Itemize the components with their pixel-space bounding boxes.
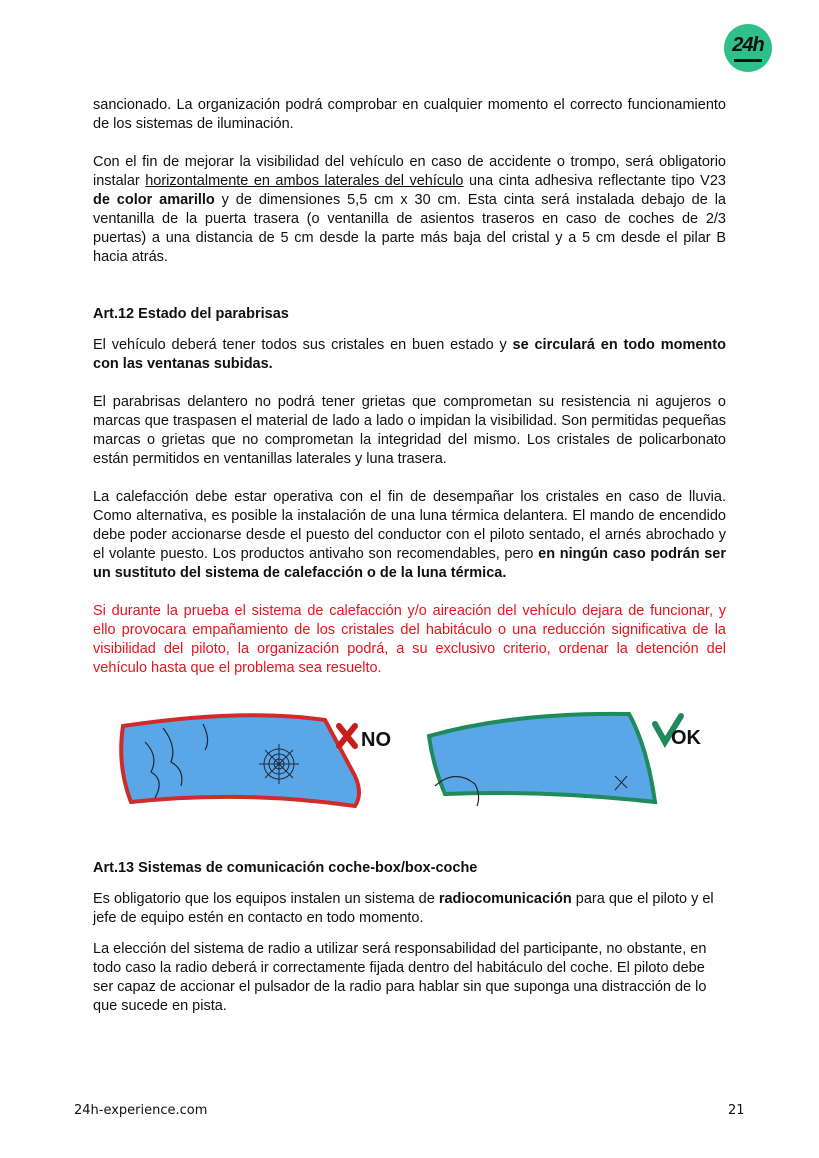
text-span: y de dimensiones 5,5 cm x 30 cm. Esta cinta será instalada debajo de la ventanilla de la puerta trasera (o ventanilla de asientos traseros en caso de coches de 2/3 puertas) a una distancia de 5 cm desde la parte más baja del cristal y a 5 cm desde el pilar B hacia atrás. bbox=[93, 192, 726, 265]
paragraph-sanction: sancionado. La organización podrá comprobar en cualquier momento el correcto funcionamiento de los sistemas de iluminación. bbox=[93, 97, 726, 132]
bold-text: se circulará en todo momento con las ventanas subidas. bbox=[93, 337, 726, 372]
bold-text: en ningún caso podrán ser un sustituto del sistema de calefacción o de la luna térmica. bbox=[93, 546, 727, 581]
main-content bbox=[93, 96, 726, 678]
paragraph-windshield: El parabrisas delantero no podrá tener grietas que comprometan su resistencia ni agujeros o marcas que traspasen el material de lado a lado o impidan la visibilidad. Son permitidas pequeñas marcas o grietas que no comprometan la integridad del mismo. Los cristales de policarbonato están permitidos en ventanillas laterales y luna trasera. bbox=[93, 394, 726, 467]
cracked-windshield-image bbox=[93, 706, 409, 822]
paragraph-heating bbox=[93, 488, 726, 583]
no-label: NO bbox=[361, 729, 391, 751]
windshield-figures bbox=[93, 706, 726, 822]
underlined-text: horizontalmente en ambos laterales del vehículo bbox=[145, 173, 464, 189]
footer-website: 24h-experience.com bbox=[74, 1103, 208, 1118]
text-span: para que el piloto y el jefe de equipo estén en contacto en todo momento. bbox=[93, 891, 714, 926]
ok-label: OK bbox=[671, 727, 701, 749]
text-span: La calefacción debe estar operativa con el fin de desempañar los cristales en caso de lluvia. Como alternativa, es posible la instalación de una luna térmica delantera. El mando de encendido debe poder accionarse desde el puesto del conductor con el piloto sentado, el arnés abrochado y el volante puesto. Los productos antivaho son recomendables, pero bbox=[93, 489, 726, 562]
text-span: El vehículo deberá tener todos sus cristales en buen estado y bbox=[93, 337, 513, 353]
page-number: 21 bbox=[728, 1103, 745, 1118]
brand-logo bbox=[724, 24, 772, 72]
logo-stripe bbox=[734, 59, 762, 62]
paragraph-radio bbox=[93, 890, 726, 928]
bold-text: de color amarillo bbox=[93, 192, 215, 208]
text-span: Es obligatorio que los equipos instalen un sistema de bbox=[93, 891, 439, 907]
heading-art12: Art.12 Estado del parabrisas bbox=[93, 306, 289, 322]
text-span: Con el fin de mejorar la visibilidad del vehículo en caso de accidente o trompo, será obligatorio instalar bbox=[93, 154, 726, 189]
paragraph-warning-red: Si durante la prueba el sistema de calefacción y/o aireación del vehículo dejara de funcionar, y ello provocara empañamiento de los cristales del habitáculo o una reducción significativa de la visibilidad del piloto, la organización podrá, a su exclusivo criterio, ordenar la detención del vehículo hasta que el problema sea resuelto. bbox=[93, 603, 726, 676]
heading-art13: Art.13 Sistemas de comunicación coche-box/box-coche bbox=[93, 860, 478, 876]
paragraph-reflective-tape bbox=[93, 153, 726, 267]
paragraph-windows bbox=[93, 336, 726, 374]
bold-text: radiocomunicación bbox=[438, 891, 572, 907]
logo-text: 24h bbox=[732, 33, 764, 56]
section-art13 bbox=[93, 859, 726, 1016]
good-windshield-image bbox=[415, 706, 715, 822]
text-span: una cinta adhesiva reflectante tipo V23 bbox=[463, 173, 726, 189]
paragraph-radio-choice: La elección del sistema de radio a utilizar será responsabilidad del participante, no obstante, en todo caso la radio deberá ir correctamente fijada dentro del habitáculo del coche. El piloto debe ser capaz de accionar el pulsador de la radio para hablar sin que suponga una distracción de lo que sucede en pista. bbox=[93, 941, 707, 1014]
